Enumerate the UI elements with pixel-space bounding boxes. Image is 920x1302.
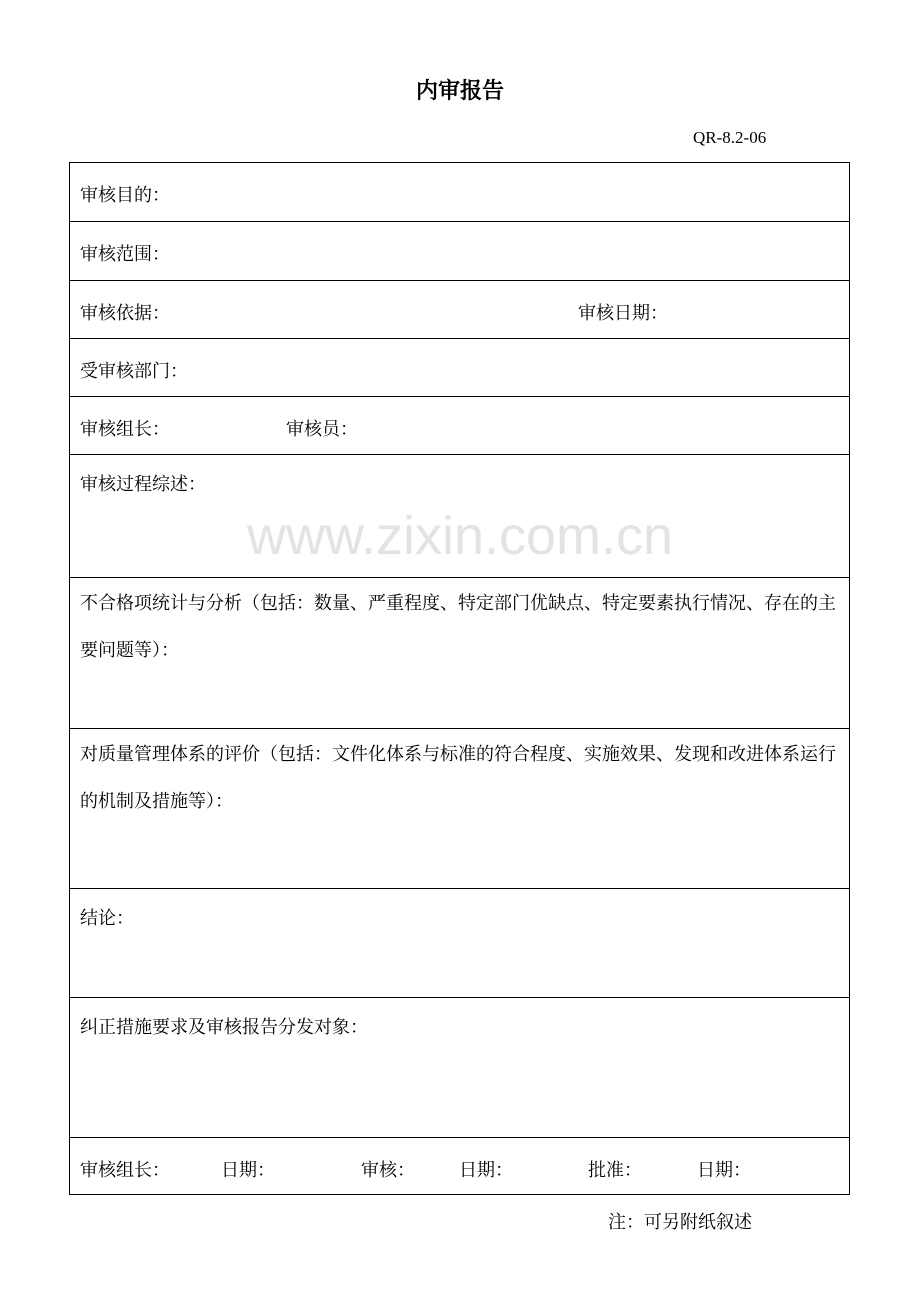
footnote: 注：可另附纸叙述 xyxy=(608,1212,752,1233)
corrective-label: 纠正措施要求及审核报告分发对象： xyxy=(80,1017,368,1038)
qms-evaluation-label: 对质量管理体系的评价（包括：文件化体系与标准的符合程度、实施效果、发现和改进体系运行的机制及措施等）： xyxy=(80,744,836,812)
row-nonconformity xyxy=(70,578,849,729)
basis-label: 审核依据： xyxy=(80,303,170,324)
row-corrective xyxy=(70,998,849,1138)
purpose-label: 审核目的： xyxy=(80,185,170,206)
audit-date-label: 审核日期： xyxy=(578,303,668,324)
sig-approve-label: 批准： xyxy=(588,1160,642,1181)
sig-leader-label: 审核组长： xyxy=(80,1160,170,1181)
auditor-label: 审核员： xyxy=(286,419,358,440)
sig-date2-label: 日期： xyxy=(459,1160,513,1181)
page-title: 内审报告 xyxy=(415,79,504,104)
conclusion-label: 结论： xyxy=(80,908,134,929)
row-audited-dept xyxy=(70,339,849,397)
audited-dept-label: 受审核部门： xyxy=(80,361,188,382)
row-process-summary xyxy=(70,455,849,578)
sig-date3-label: 日期： xyxy=(697,1160,751,1181)
scope-label: 审核范围： xyxy=(80,244,170,265)
form-code: QR-8.2-06 xyxy=(693,128,767,147)
row-team xyxy=(70,397,849,455)
row-scope xyxy=(70,222,849,281)
nonconformity-label: 不合格项统计与分析（包括：数量、严重程度、特定部门优缺点、特定要素执行情况、存在的主要问题等）： xyxy=(80,593,836,661)
watermark: www.zixin.com.cn xyxy=(246,506,674,566)
sig-date1-label: 日期： xyxy=(221,1160,275,1181)
team-leader-label: 审核组长： xyxy=(80,419,170,440)
report-table xyxy=(69,162,850,1195)
sig-review-label: 审核： xyxy=(361,1160,415,1181)
row-purpose xyxy=(70,163,849,222)
row-conclusion xyxy=(70,889,849,998)
row-qms-evaluation xyxy=(70,729,849,889)
process-summary-label: 审核过程综述： xyxy=(80,474,206,495)
row-signatures xyxy=(70,1138,849,1196)
row-basis xyxy=(70,281,849,339)
